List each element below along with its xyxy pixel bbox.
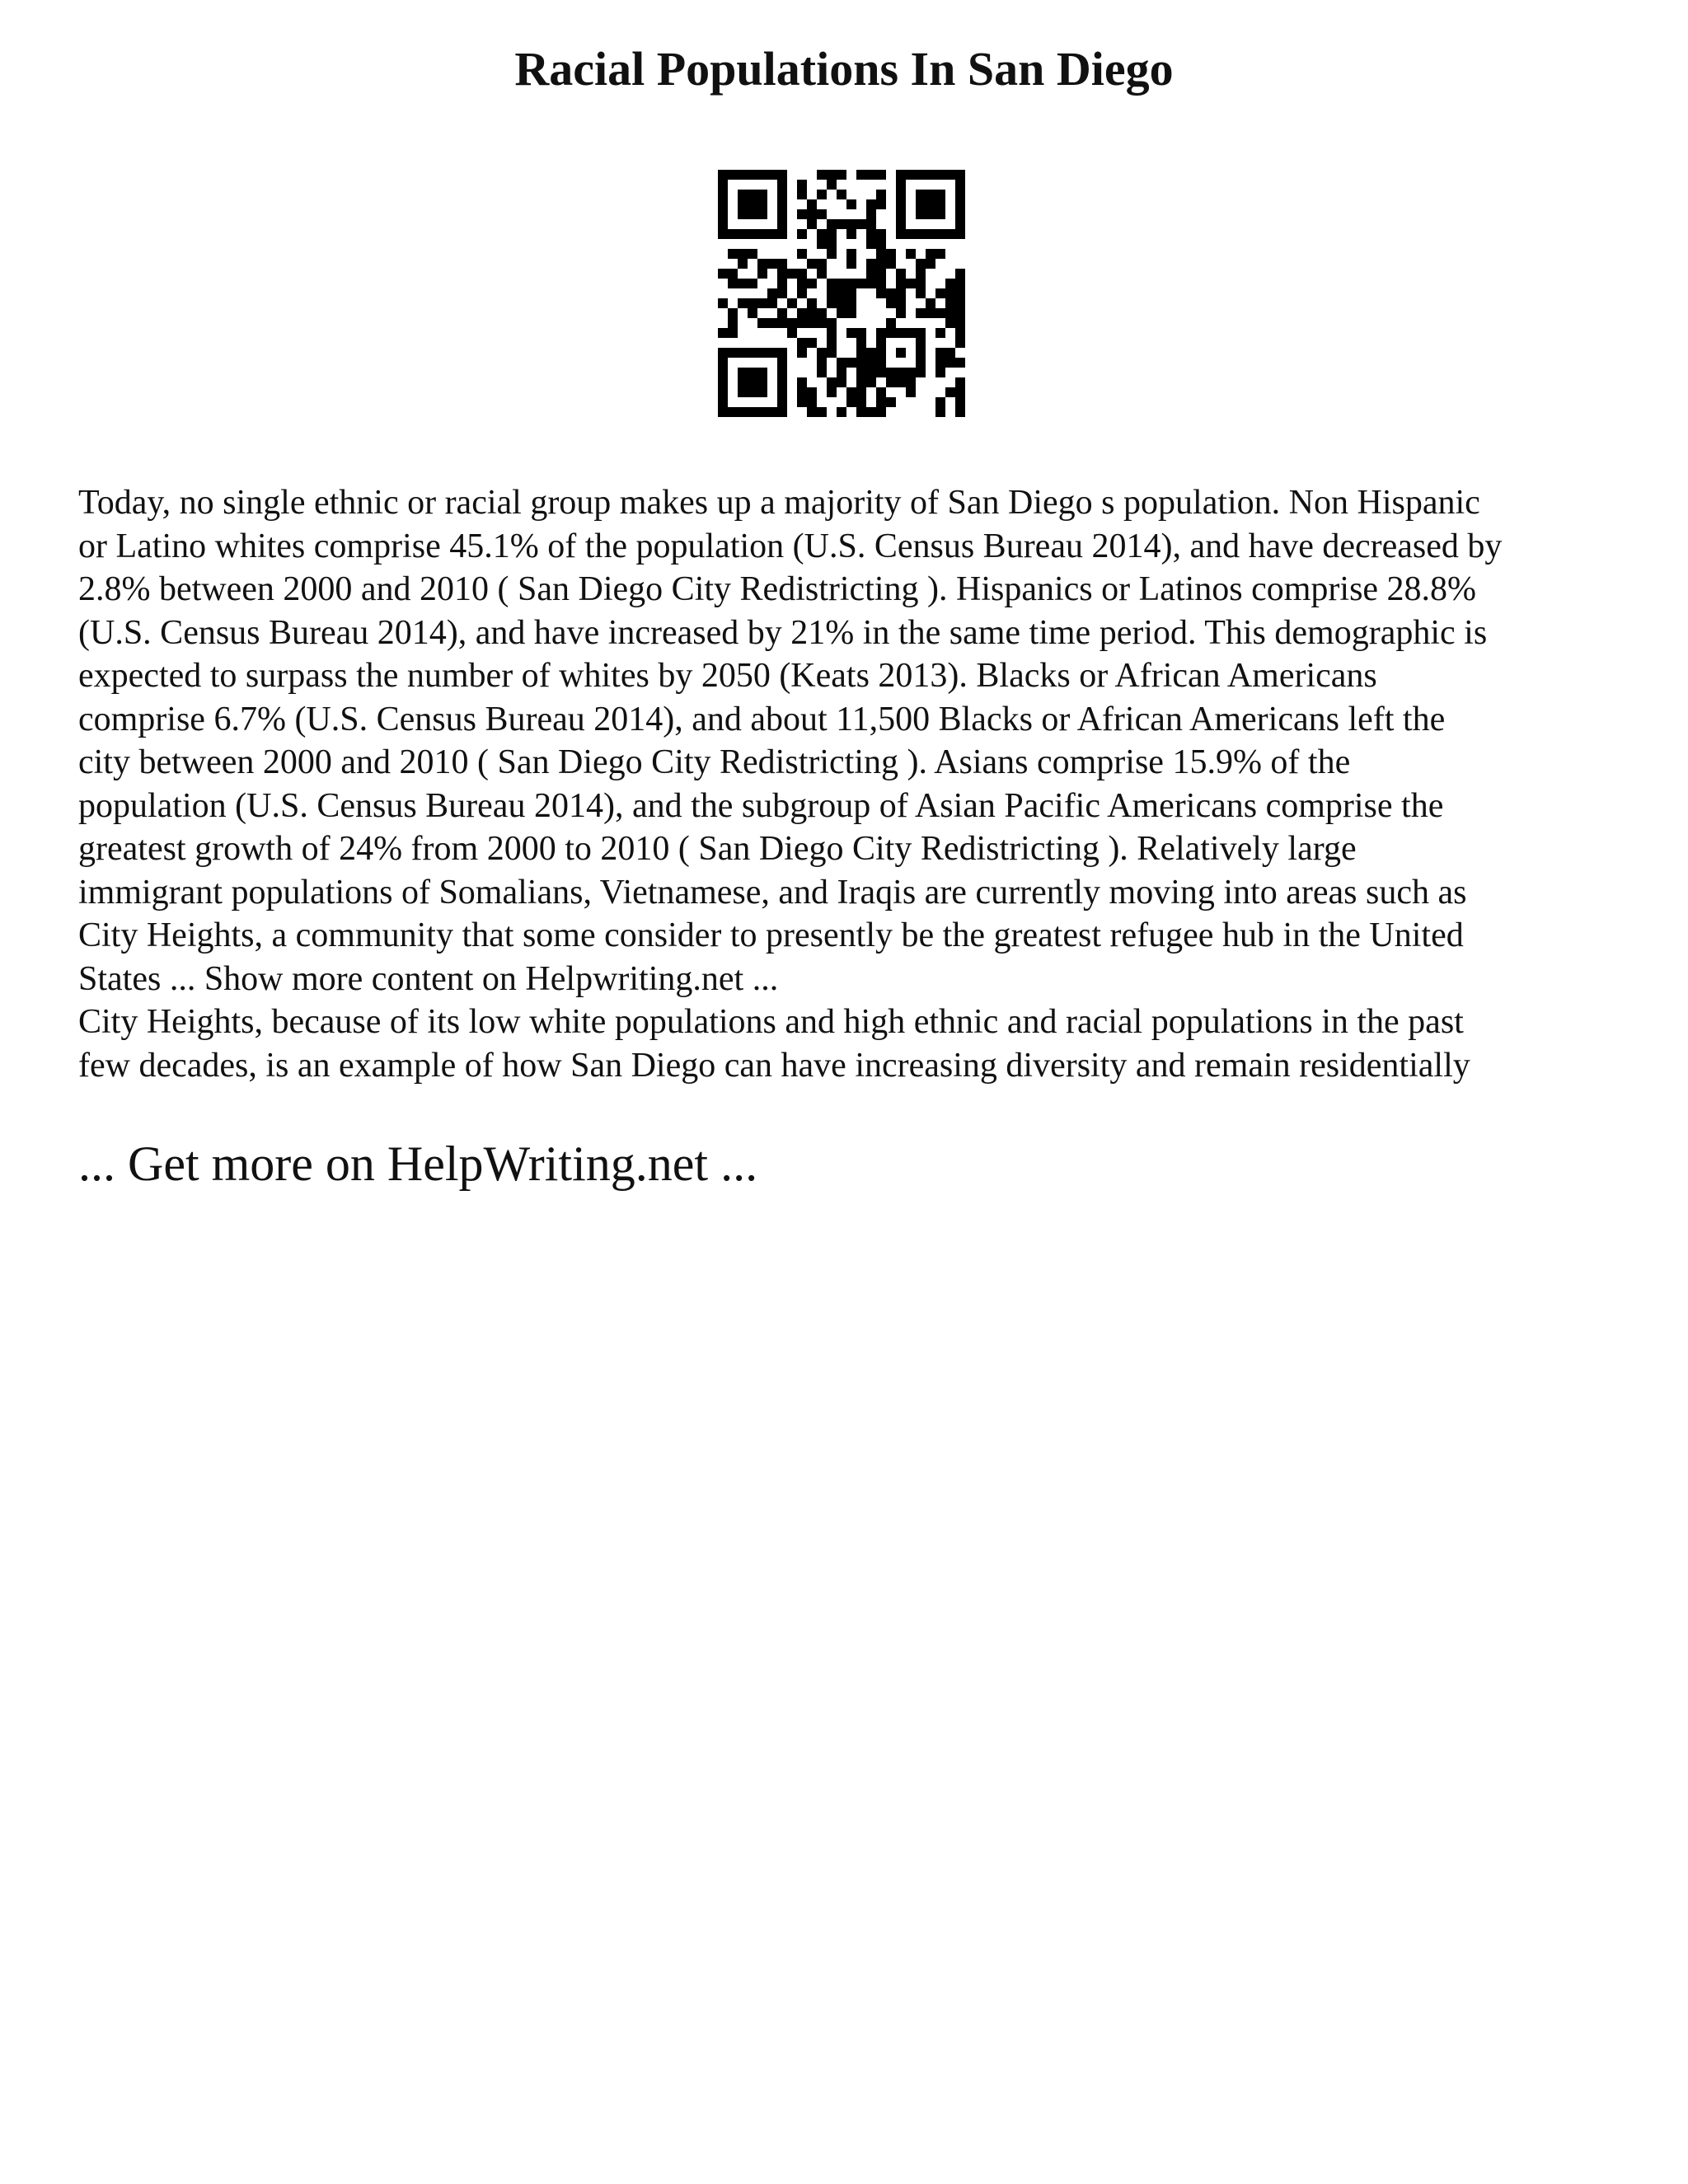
get-more-link[interactable]: ... Get more on HelpWriting.net ... bbox=[78, 1137, 758, 1191]
article-body bbox=[78, 481, 1628, 1087]
paragraph-2: City Heights, because of its low white populations and high ethnic and racial populations in the past few decades, is an example of how San Diego can have increasing diversity and remain residentially bbox=[78, 1003, 1470, 1085]
paragraph-1: Today, no single ethnic or racial group makes up a majority of San Diego s population. Non Hispanic or Latino whites comprise 45.1% of the population (U.S. Census Bureau 2014), and have decreased by 2.8% between 2000 and 2010 ( San Diego City Redistricting ). Hispanics or Latinos comprise 28.8% (U.S. Census Bureau 2014), and have increased by 21% in the same time period. This demographic is expected to surpass the number of whites by 2050 (Keats 2013). Blacks or African Americans comprise 6.7% (U.S. Census Bureau 2014), and about 11,500 Blacks or African Americans left the city between 2000 and 2010 ( San Diego City Redistricting ). Asians comprise 15.9% of the population (U.S. Census Bureau 2014), and the subgroup of Asian Pacific Americans comprise the greatest growth of 24% from 2000 to 2010 ( San Diego City Redistricting ). Relatively large immigrant populations of Somalians, Vietnamese, and Iraqis are currently moving into areas such as City Heights, a community that some consider to presently be the greatest refugee hub in the United States ... Show more content on Helpwriting.net ... bbox=[78, 484, 1503, 998]
qr-code-icon bbox=[718, 170, 965, 417]
page-title: Racial Populations In San Diego bbox=[514, 42, 1174, 96]
